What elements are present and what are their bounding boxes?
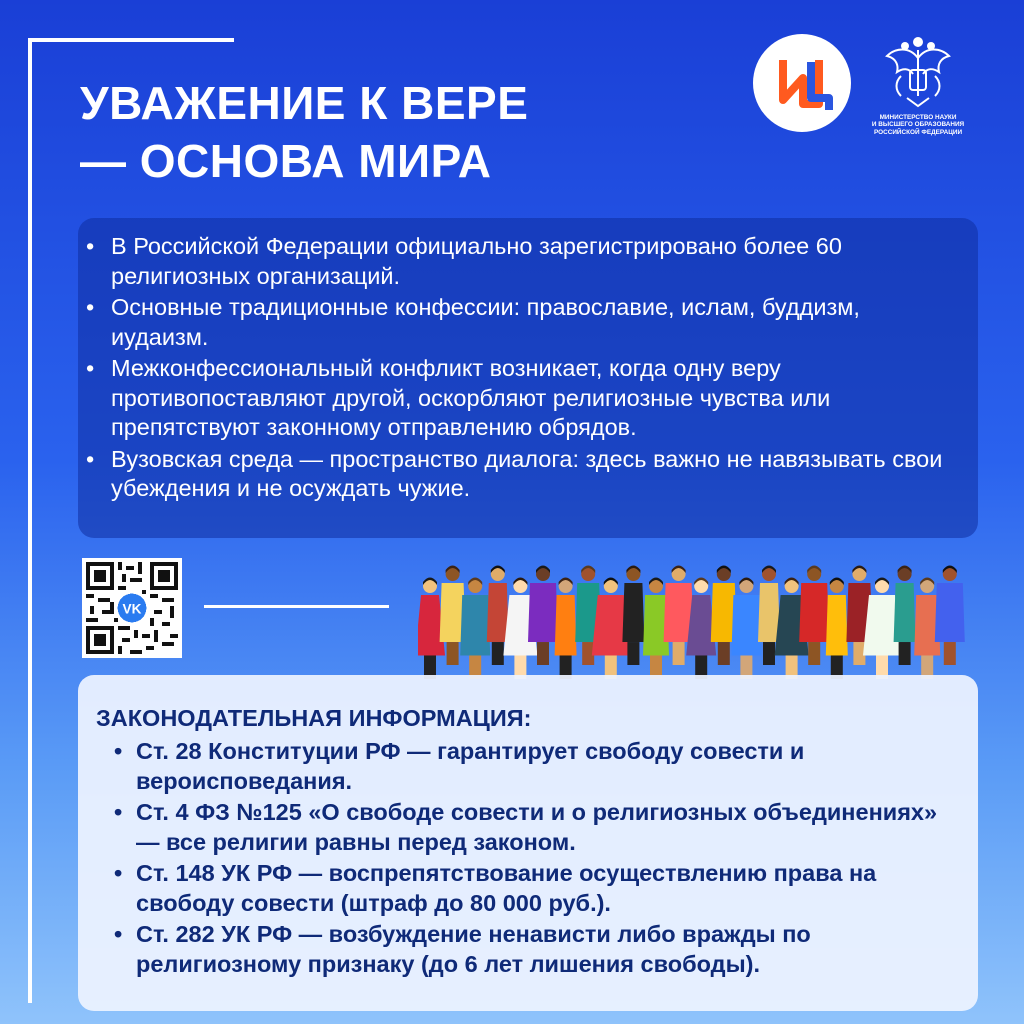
bullet-icon: • bbox=[114, 921, 123, 947]
frame-left-line bbox=[28, 38, 32, 1003]
vk-qr-code[interactable] bbox=[82, 558, 182, 658]
legal-panel bbox=[78, 675, 978, 1011]
frame-top-line bbox=[28, 38, 234, 42]
page-title bbox=[80, 74, 528, 190]
legal-item-text: Ст. 28 Конституции РФ — гарантирует свободу совести и вероисповедания. bbox=[136, 738, 805, 794]
bullet-icon: • bbox=[114, 738, 123, 764]
qr-code-icon bbox=[82, 558, 182, 658]
person-figure bbox=[460, 578, 490, 680]
bullet-icon: • bbox=[86, 355, 95, 381]
info-list bbox=[86, 232, 958, 504]
page-title-line-1: УВАЖЕНИЕ К ВЕРЕ bbox=[80, 77, 529, 129]
info-item bbox=[86, 232, 958, 291]
person-figure bbox=[555, 578, 577, 680]
info-item-text: Вузовская среда — пространство диалога: здесь важно не навязывать свои убеждения и не осуждать чужие. bbox=[111, 445, 943, 501]
info-item-text: Межконфессиональный конфликт возникает, когда одну веру противопоставляют другой, оскорбляют религиозные чувства или препятствуют законному отправлению обрядов. bbox=[111, 355, 831, 440]
bullet-icon: • bbox=[86, 445, 95, 472]
page-title-line-2: — ОСНОВА МИРА bbox=[80, 135, 492, 187]
person-figure bbox=[731, 578, 761, 680]
diverse-people-illustration bbox=[418, 558, 976, 688]
double-headed-eagle-icon bbox=[881, 36, 955, 110]
svg-text:VK: VK bbox=[122, 601, 142, 617]
info-panel bbox=[78, 218, 978, 538]
legal-item bbox=[114, 859, 954, 918]
legal-title: ЗАКОНОДАТЕЛЬНАЯ ИНФОРМАЦИЯ: bbox=[96, 705, 532, 731]
legal-item-text: Ст. 148 УК РФ — воспрепятствование осуществлению права на свободу совести (штраф до 80 000 руб.). bbox=[136, 860, 877, 916]
person-figure bbox=[826, 578, 848, 680]
ministry-caption-line-1: МИНИСТЕРСТВО НАУКИ bbox=[879, 114, 957, 121]
legal-item-text: Ст. 282 УК РФ — возбуждение ненависти либо вражды по религиозному признаку (до 6 лет лишения свободы). bbox=[136, 921, 811, 977]
bullet-icon: • bbox=[86, 233, 95, 259]
info-item bbox=[86, 445, 958, 504]
info-item-text: В Российской Федерации официально зарегистрировано более 60 религиозных организаций. bbox=[111, 233, 842, 289]
legal-item bbox=[114, 737, 954, 796]
ministry-caption bbox=[862, 114, 974, 136]
bullet-icon: • bbox=[114, 799, 123, 825]
legal-item bbox=[114, 798, 954, 857]
legal-item bbox=[114, 920, 954, 979]
info-item bbox=[86, 293, 958, 352]
bullet-icon: • bbox=[114, 860, 123, 886]
ministry-caption-line-3: РОССИЙСКОЙ ФЕДЕРАЦИИ bbox=[873, 128, 963, 136]
ministry-logo bbox=[862, 36, 974, 136]
ic-logo bbox=[753, 34, 851, 132]
legal-item-text: Ст. 4 ФЗ №125 «О свободе совести и о религиозных объединениях» — все религии равны перед законом. bbox=[136, 799, 938, 855]
section-divider bbox=[204, 605, 389, 608]
legal-list bbox=[96, 737, 954, 979]
ic-logo-icon bbox=[753, 34, 851, 132]
bullet-icon: • bbox=[86, 294, 95, 320]
info-item bbox=[86, 354, 958, 443]
info-item-text: Основные традиционные конфессии: православие, ислам, буддизм, иудаизм. bbox=[111, 294, 860, 350]
ministry-caption-line-2: И ВЫСШЕГО ОБРАЗОВАНИЯ bbox=[871, 121, 965, 129]
